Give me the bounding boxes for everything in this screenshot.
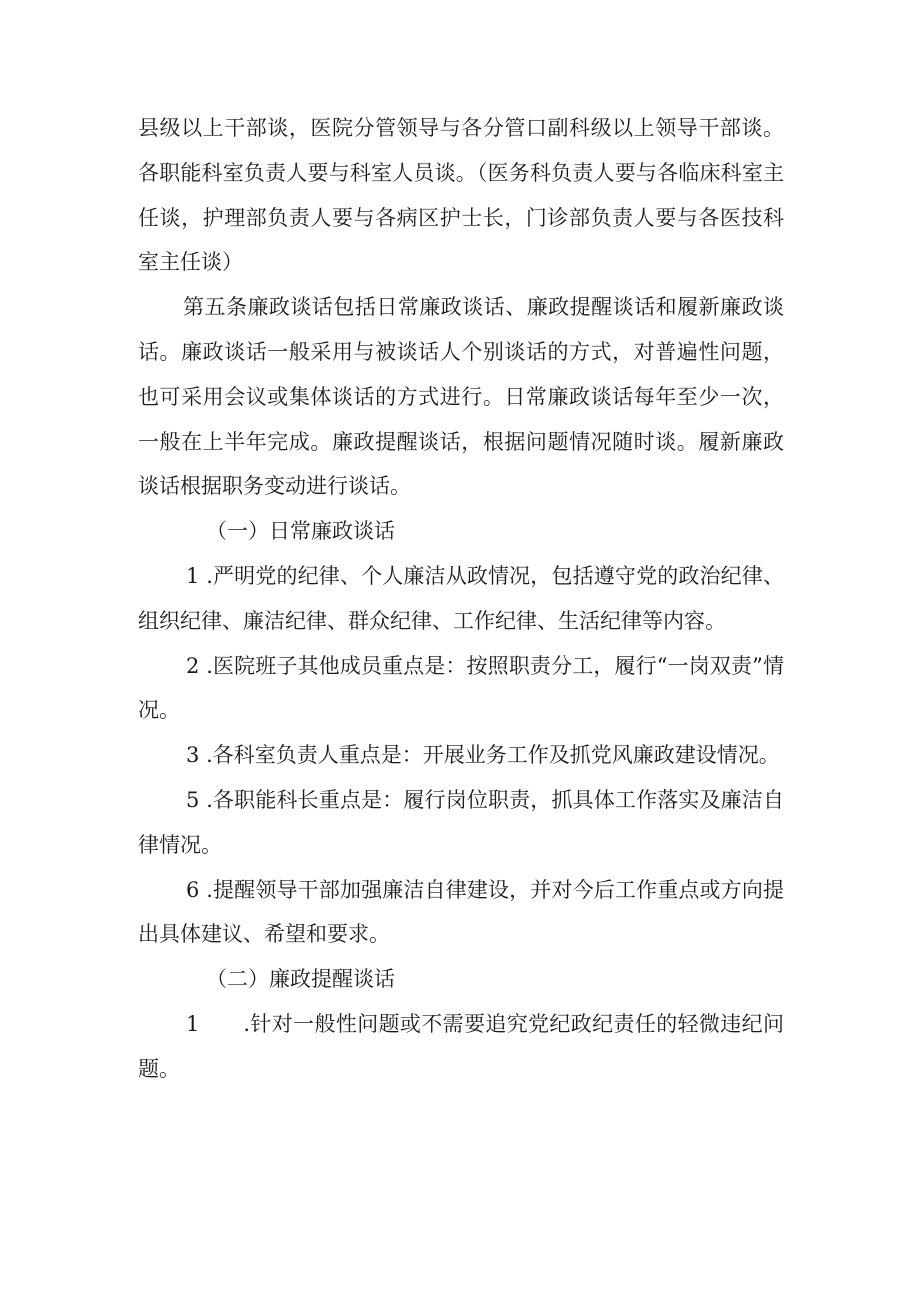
item-number: 6 bbox=[186, 877, 200, 902]
section-heading-reminder-talk: （二）廉政提醒谈话 bbox=[206, 967, 395, 992]
item-text: .各科室负责人重点是：开展业务工作及抓党风廉政建设情况。 bbox=[206, 743, 780, 768]
item-text: .各职能科长重点是：履行岗位职责，抓具体工作落实及廉洁自律情况。 bbox=[138, 787, 784, 857]
paragraph-article-five: 第五条廉政谈话包括日常廉政谈话、廉政提醒谈话和履新廉政谈话。廉政谈话一般采用与被谈话人个别谈话的方式，对普遍性问题，也可采用会议或集体谈话的方式进行。日常廉政谈话每年至少一次，一般在上半年完成。廉政提醒谈话，根据问题情况随时谈。履新廉政谈话根据职务变动进行谈话。 bbox=[138, 295, 784, 499]
item-text: .严明党的纪律、个人廉洁从政情况，包括遵守党的政治纪律、组织纪律、廉洁纪律、群众纪律、工作纪律、生活纪律等内容。 bbox=[138, 563, 784, 633]
list-item bbox=[138, 1002, 784, 1092]
list-item bbox=[138, 778, 784, 868]
section-heading-daily-talk: （一）日常廉政谈话 bbox=[206, 519, 395, 544]
item-number: 1 bbox=[186, 1011, 200, 1036]
paragraph-continuation: 县级以上干部谈，医院分管领导与各分管口副科级以上领导干部谈。各职能科室负责人要与科室人员谈。（医务科负责人要与各临床科室主任谈，护理部负责人要与各病区护士长，门诊部负责人要与各医技科室主任谈） bbox=[138, 116, 784, 275]
list-item bbox=[138, 868, 784, 958]
item-number: 1 bbox=[186, 563, 200, 588]
document-page bbox=[138, 106, 784, 1092]
item-number: 2 bbox=[186, 653, 200, 678]
list-item bbox=[138, 733, 784, 778]
list-item bbox=[138, 644, 784, 734]
item-text: .医院班子其他成员重点是：按照职责分工，履行“一岗双责”情况。 bbox=[138, 653, 784, 723]
item-text: .提醒领导干部加强廉洁自律建设，并对今后工作重点或方向提出具体建议、希望和要求。 bbox=[138, 877, 784, 947]
item-number: 3 bbox=[186, 743, 200, 768]
item-number: 5 bbox=[186, 787, 200, 812]
list-item bbox=[138, 554, 784, 644]
item-text: .针对一般性问题或不需要追究党纪政纪责任的轻微违纪问题。 bbox=[138, 1011, 784, 1081]
